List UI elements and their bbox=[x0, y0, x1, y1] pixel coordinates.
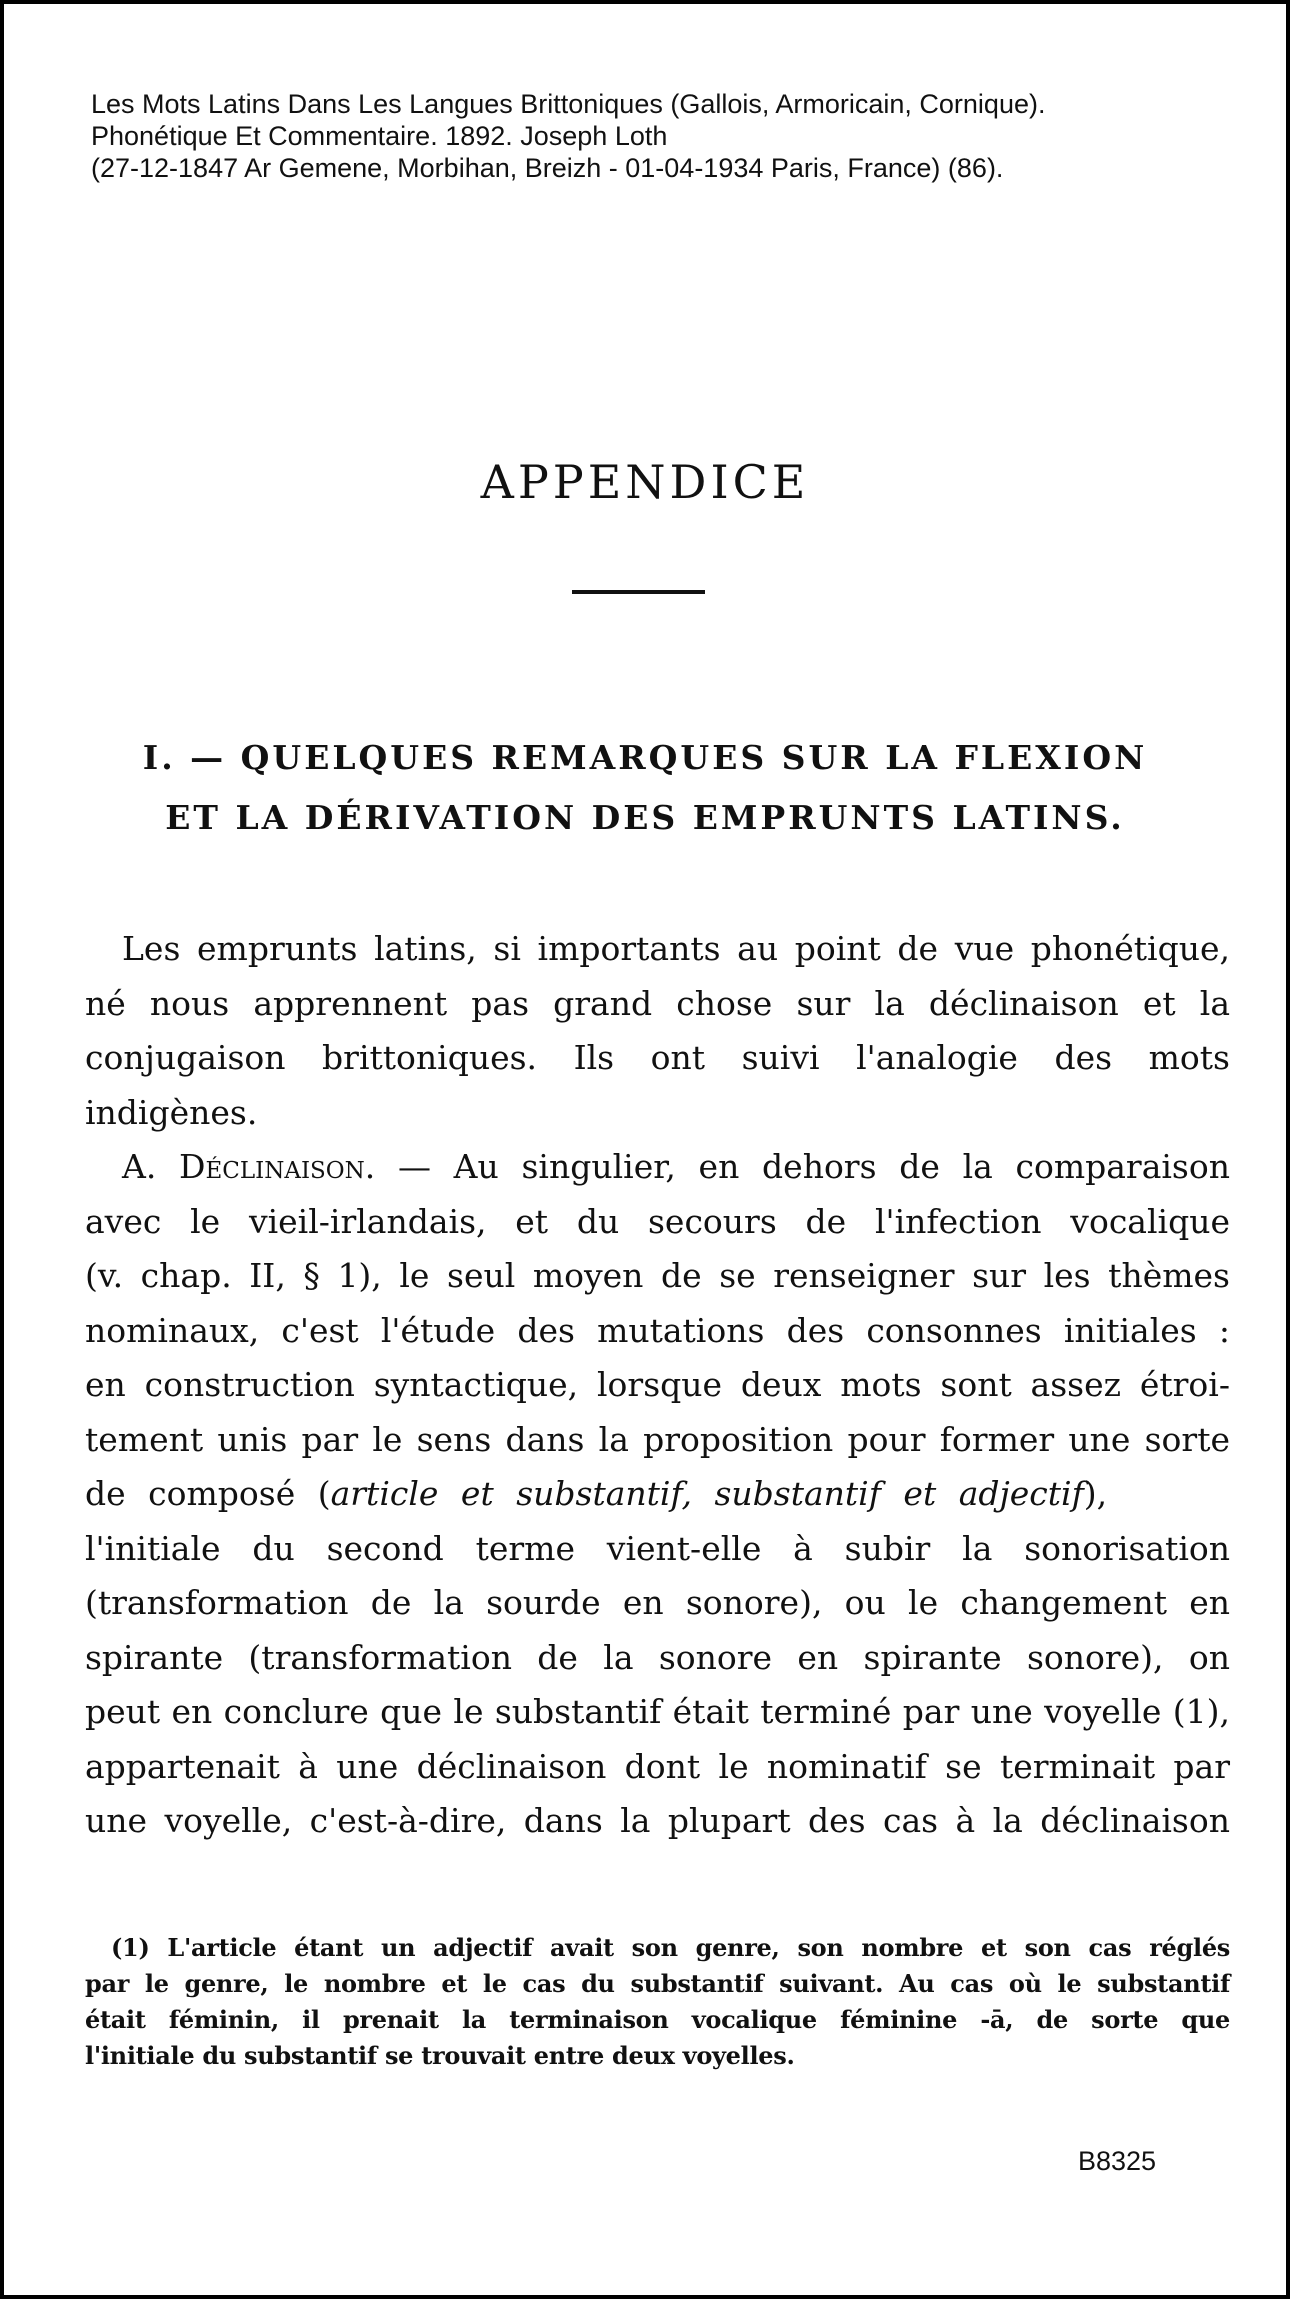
document-metadata bbox=[91, 88, 1045, 184]
body-text-span: ), bbox=[1083, 1474, 1108, 1513]
body-line: (v. chap. II, § 1), le seul moyen de se renseigner sur les thèmes bbox=[85, 1256, 1230, 1295]
body-line: Les emprunts latins, si importants au point de vue phonétique, bbox=[122, 929, 1230, 968]
body-text-span: de composé ( bbox=[85, 1474, 331, 1513]
footnote-line: l'initiale du substantif se trouvait entre deux voyelles. bbox=[85, 2041, 795, 2070]
body-line: (transformation de la sourde en sonore), ou le changement en bbox=[85, 1583, 1230, 1622]
body-line: appartenait à une déclinaison dont le nominatif se terminait par bbox=[85, 1746, 1230, 1786]
body-line: avec le vieil-irlandais, et du secours de l'infection vocalique bbox=[85, 1201, 1230, 1241]
title-divider bbox=[572, 590, 705, 594]
body-line bbox=[85, 1140, 1230, 1195]
body-line: peut en conclure que le substantif était terminé par une voyelle (1), bbox=[85, 1692, 1230, 1731]
metadata-line: Les Mots Latins Dans Les Langues Brittoniques (Gallois, Armoricain, Cornique). bbox=[91, 89, 1046, 119]
body-line: en construction syntactique, lorsque deux mots sont assez étroi- bbox=[85, 1365, 1230, 1404]
body-line: né nous apprennent pas grand chose sur la déclinaison et la bbox=[85, 983, 1230, 1023]
body-text-span: — Au singulier, en dehors de la comparaison bbox=[397, 1147, 1230, 1186]
body-line bbox=[85, 1467, 1230, 1522]
body-line: l'initiale du second terme vient-elle à subir la sonorisation bbox=[85, 1528, 1230, 1568]
metadata-line: Phonétique Et Commentaire. 1892. Joseph Loth bbox=[91, 121, 668, 151]
metadata-line: (27-12-1847 Ar Gemene, Morbihan, Breizh - 01-04-1934 Paris, France) (86). bbox=[91, 153, 1004, 183]
body-line: indigènes. bbox=[85, 1092, 258, 1132]
footnote bbox=[85, 1930, 1230, 2074]
body-line: conjugaison brittoniques. Ils ont suivi l'analogie des mots bbox=[85, 1038, 1230, 1077]
footnote-line: était féminin, il prenait la terminaison vocalique féminine -ā, de sorte que bbox=[85, 2005, 1230, 2034]
body-line: nominaux, c'est l'étude des mutations des consonnes initiales : bbox=[85, 1310, 1230, 1350]
footnote-line: par le genre, le nombre et le cas du substantif suivant. Au cas où le substantif bbox=[85, 1969, 1230, 1998]
catalog-code: B8325 bbox=[1078, 2146, 1157, 2176]
body-line: tement unis par le sens dans la proposition pour former une sorte bbox=[85, 1419, 1230, 1459]
page-title: APPENDICE bbox=[480, 455, 810, 509]
body-line: spirante (transformation de la sonore en spirante sonore), on bbox=[85, 1637, 1230, 1677]
italic-phrase: article et substantif, substantif et adjectif bbox=[330, 1474, 1084, 1513]
footnote-line: (1) L'article étant un adjectif avait son genre, son nombre et son cas réglés bbox=[111, 1933, 1230, 1962]
body-text bbox=[85, 922, 1230, 1849]
body-line: une voyelle, c'est-à-dire, dans la plupart des cas à la déclinaison bbox=[85, 1801, 1230, 1840]
section-label: A. Déclinaison. bbox=[122, 1147, 376, 1186]
section-heading-line: I. — QUELQUES REMARQUES SUR LA FLEXION bbox=[142, 738, 1148, 777]
section-heading-line: ET LA DÉRIVATION DES EMPRUNTS LATINS. bbox=[165, 798, 1125, 837]
